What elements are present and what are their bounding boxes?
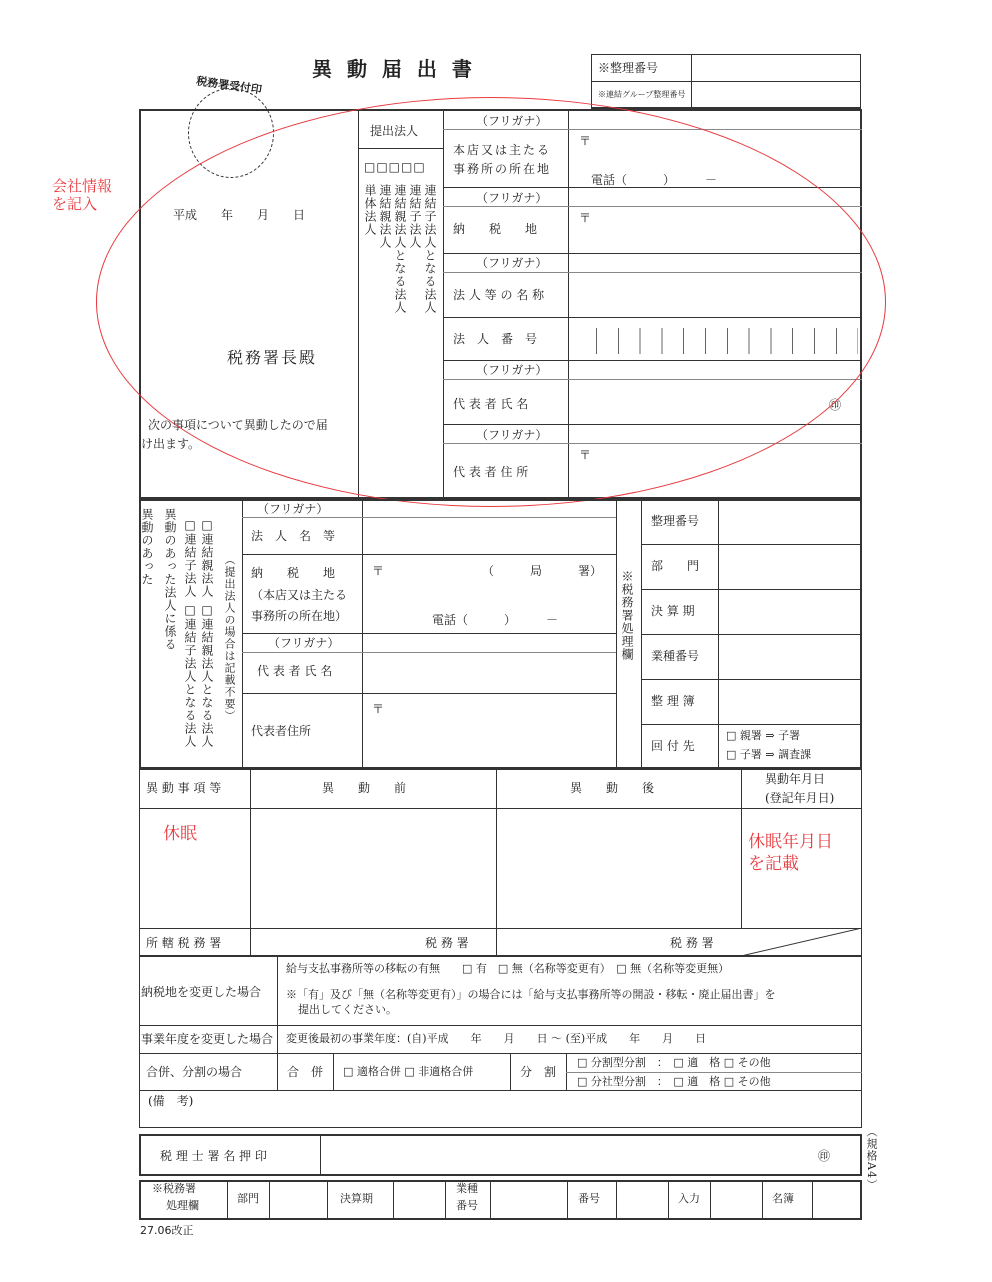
affected-postal: 〒 — [372, 564, 385, 578]
date-line: 平成 年 月 日 — [173, 208, 306, 222]
postal-1: 〒 — [579, 134, 592, 148]
office-label: 税務署長殿 — [227, 348, 318, 367]
tax-row-5: 整 理 簿 — [651, 694, 695, 708]
nozeichi-label: 納 税 地 — [453, 222, 538, 236]
revision-label: 27.06改正 — [140, 1224, 194, 1237]
col-before: 異 動 前 — [322, 781, 407, 795]
shokatsu-label: 所 轄 税 務 署 — [146, 936, 222, 950]
stamp-label: 税務署受付印 — [195, 74, 263, 97]
bottom-label-2: 処理欄 — [166, 1199, 199, 1212]
houjin-name-label: 法 人 等 の 名 称 — [453, 288, 545, 302]
postal-2: 〒 — [579, 211, 592, 225]
zeimusho-before: 税 務 署 — [425, 936, 469, 950]
diagonal-line — [741, 928, 862, 956]
submitter-checkboxes[interactable]: □□□□□ — [364, 160, 426, 174]
tax-row-1: 整理番号 — [651, 514, 700, 528]
honten-label-2: 事務所の所在地 — [453, 162, 552, 176]
type-1: 連結子法人となる法人 — [423, 184, 437, 314]
col-date-1: 異動年月日 — [765, 772, 826, 786]
bottom-bumon: 部門 — [237, 1192, 259, 1205]
col-change-items: 異 動 事 項 等 — [146, 781, 222, 795]
annot-date-1: 休眠年月日 — [748, 832, 833, 852]
affected-honten-2: 事務所の所在地） — [251, 609, 348, 623]
type-2: 連結子法人 — [408, 184, 422, 249]
honten-label-1: 本店又は主たる — [453, 143, 552, 157]
affected-name-label: 法 人 名 等 — [251, 529, 336, 543]
tax-accountant-label: 税 理 士 署 名 押 印 — [160, 1149, 267, 1163]
company-info-ellipse — [96, 97, 886, 507]
affected-kyoku: （ 局 署） — [482, 564, 603, 578]
annot-date-2: を記載 — [748, 854, 799, 874]
bunkatsu-opt1[interactable]: □ 分割型分割 ： □ 適 格 □ その他 — [577, 1056, 771, 1069]
nozeichi-change-line2: ※「有」及び「無（名称等変更有）」の場合には「給与支払事務所等の開設・移転・廃止届出書」を — [286, 988, 776, 1001]
annot-kyumin: 休眠 — [163, 824, 197, 844]
fiscal-change-text: 変更後最初の事業年度：(自)平成 年 月 日 ～ (至)平成 年 月 日 — [286, 1032, 707, 1045]
seal-mark-2: ㊞ — [818, 1149, 831, 1163]
seal-mark-1: ㊞ — [829, 398, 842, 412]
affected-honten-1: （本店又は主たる — [251, 588, 348, 602]
nozeichi-change-line1[interactable]: 給与支払事務所等の移転の有無 □ 有 □ 無（名称等変更有） □ 無（名称等変更無） — [286, 962, 730, 975]
furigana-1: （フリガナ） — [476, 114, 548, 128]
col-after: 異 動 後 — [570, 781, 655, 795]
affected-rep-address: 代表者住所 — [251, 724, 312, 738]
kikaku-label: （規格A4） — [865, 1126, 878, 1191]
bottom-meibo: 名簿 — [772, 1192, 794, 1205]
type-3: 連結親法人となる法人 — [393, 184, 407, 314]
phone-line-1: 電話（ ） － — [591, 173, 718, 187]
bottom-bango: 番号 — [578, 1192, 600, 1205]
gappei-label: 合 併 — [287, 1065, 324, 1079]
bottom-kessanki: 決算期 — [340, 1192, 373, 1205]
rep-name-label: 代 表 者 氏 名 — [453, 397, 529, 411]
houjin-number-label: 法 人 番 号 — [453, 332, 538, 346]
type-4: 連結親法人 — [378, 184, 392, 249]
tax-office-vertical: ※税務署処理欄 — [620, 570, 634, 661]
submitter-header: 提出法人 — [370, 124, 419, 138]
furigana-3: （フリガナ） — [476, 256, 548, 270]
affected-phone: 電話（ ） － — [432, 613, 559, 627]
bottom-nyuryoku: 入力 — [678, 1192, 700, 1205]
furigana-5: （フリガナ） — [476, 428, 548, 442]
zeimusho-after: 税 務 署 — [670, 936, 714, 950]
bottom-label-1: ※税務署 — [152, 1182, 196, 1195]
gappei-options[interactable]: □ 適格合併 □ 非適格合併 — [343, 1065, 474, 1078]
affected-rep-name: 代 表 者 氏 名 — [257, 664, 333, 678]
remarks-label: (備 考) — [148, 1094, 194, 1108]
notice-text-2: け出ます。 — [141, 437, 201, 451]
tax-row-4: 業種番号 — [651, 649, 700, 663]
group-seiri-label: ※連結グループ整理番号 — [598, 90, 686, 99]
affected-postal-2: 〒 — [372, 702, 385, 716]
furigana-2: （フリガナ） — [476, 191, 548, 205]
tax-row-2: 部 門 — [651, 559, 700, 573]
furigana-4: （フリガナ） — [476, 363, 548, 377]
postal-3: 〒 — [579, 448, 592, 462]
tax-row-3: 決 算 期 — [651, 604, 695, 618]
affected-nozeichi-label: 納 税 地 — [251, 566, 336, 580]
col-date-2: (登記年月日) — [765, 791, 835, 805]
affected-v-3[interactable]: □連結親法人 □連結親法人となる法人 — [200, 518, 214, 748]
notice-text-1: 次の事項について異動したので届 — [148, 418, 328, 432]
kaifu-1[interactable]: □ 親署 ⇒ 子署 — [726, 729, 801, 742]
nozeichi-change-label: 納税地を変更した場合 — [141, 985, 262, 999]
affected-v-4: 異動のあった法人に係る — [163, 508, 177, 651]
bunkatsu-label: 分 割 — [520, 1065, 557, 1079]
annot-company-2: を記入 — [52, 195, 98, 213]
tax-row-6: 回 付 先 — [651, 739, 695, 753]
annot-company-1: 会社情報 — [52, 177, 113, 195]
affected-v-5: （提出法人の場合は記載不要） — [223, 554, 236, 722]
bunkatsu-opt2[interactable]: □ 分社型分割 ： □ 適 格 □ その他 — [577, 1075, 771, 1088]
type-5: 単体法人 — [363, 184, 377, 236]
bottom-gyoshu-2: 番号 — [456, 1199, 478, 1212]
form-title: 異 動 届 出 書 — [312, 57, 476, 81]
kaifu-2[interactable]: □ 子署 ⇒ 調査課 — [726, 748, 812, 761]
affected-furigana-1: （フリガナ） — [257, 502, 329, 516]
rep-address-label: 代 表 者 住 所 — [453, 465, 529, 479]
seiri-label: ※整理番号 — [598, 61, 659, 75]
affected-v-2[interactable]: □連結子法人 □連結子法人となる法人 — [183, 518, 197, 748]
affected-v-1: 異動のあった — [140, 508, 154, 586]
merger-label: 合併、分割の場合 — [146, 1065, 243, 1079]
affected-furigana-2: （フリガナ） — [268, 636, 340, 650]
bottom-gyoshu-1: 業種 — [456, 1182, 478, 1195]
nozeichi-change-line3: 提出してください。 — [298, 1003, 397, 1016]
fiscal-change-label: 事業年度を変更した場合 — [141, 1032, 274, 1046]
